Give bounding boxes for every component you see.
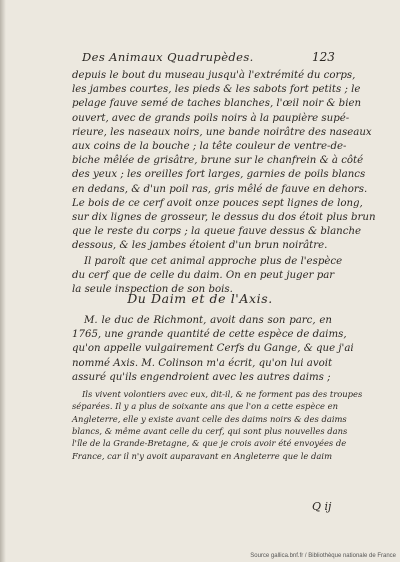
text-line: France, car il n'y avoit auparavant en Angleterre que le daim <box>72 450 333 461</box>
text-line: biche mêlée de grisâtre, brune sur le chanfrein & à côté <box>72 155 364 167</box>
text-line: l'île de la Grande-Bretagne, & que je crois avoir été envoyées de <box>72 438 347 449</box>
text-line: dessous, & les jambes étoient d'un brun noirâtre. <box>72 240 328 252</box>
text-line: qu'on appelle vulgairement Cerfs du Gange, & que j'ai <box>72 343 354 355</box>
text-line: depuis le bout du museau jusqu'à l'extrémité du corps, <box>72 70 356 81</box>
text-line: M. le duc de Richmont, avoit dans son parc, en <box>84 315 332 326</box>
source-credit: Source gallica.bnf.fr / Bibliothèque nationale de France <box>250 553 396 559</box>
text-line: pelage fauve semé de taches blanches, l'œil noir & bien <box>72 98 362 110</box>
text-line: Ils vivent volontiers avec eux, dit-il, & ne forment pas des troupes <box>82 389 363 399</box>
text-line: ouvert, avec de grands poils noirs à la paupière supé- <box>72 112 350 124</box>
text-line: sur dix lignes de grosseur, le dessus du dos étoit plus brun <box>72 212 376 223</box>
text-line: 1765, une grande quantité de cette espèce de daims, <box>72 329 347 341</box>
text-line: aux coins de la bouche ; la tête couleur de ventre-de- <box>72 141 347 152</box>
text-line: des yeux ; les oreilles fort larges, garnies de poils blancs <box>72 169 366 181</box>
text-line: blancs, & même avant celle du cerf, qui sont plus nouvelles dans <box>72 425 348 436</box>
section-title: Du Daim et de l'Axis. <box>127 291 273 306</box>
text-line: assuré qu'ils engendroient avec les autres daims ; <box>72 371 331 383</box>
text-line: les jambes courtes, les pieds & les sabots fort petits ; le <box>72 84 361 96</box>
text-line: Le bois de ce cerf avoit onze pouces sept lignes de long, <box>72 197 363 209</box>
text-line: séparées. Il y a plus de soixante ans que l'on a cette espèce en <box>72 401 339 412</box>
text-line: Angleterre, elle y existe avant celle des daims noirs & des daims <box>72 413 347 424</box>
text-line: Il paroît que cet animal approche plus de l'espèce <box>84 256 343 267</box>
text-line: rieure, les naseaux noirs, une bande noirâtre des naseaux <box>72 126 372 138</box>
signature-mark: Q ij <box>312 500 332 513</box>
running-header: Des Animaux Quadrupèdes. <box>82 50 254 64</box>
text-line: du cerf que de celle du daim. On en peut juger par <box>72 270 335 282</box>
text-line: nommé Axis. M. Colinson m'a écrit, qu'on lui avoit <box>72 357 333 369</box>
text-line: que le reste du corps ; la queue fauve dessus & blanche <box>72 226 362 238</box>
text-line: la seule inspection de son bois. <box>72 284 233 296</box>
page-number: 123 <box>312 50 335 64</box>
text-line: en dedans, & d'un poil ras, gris mêlé de fauve en dehors. <box>72 183 368 195</box>
